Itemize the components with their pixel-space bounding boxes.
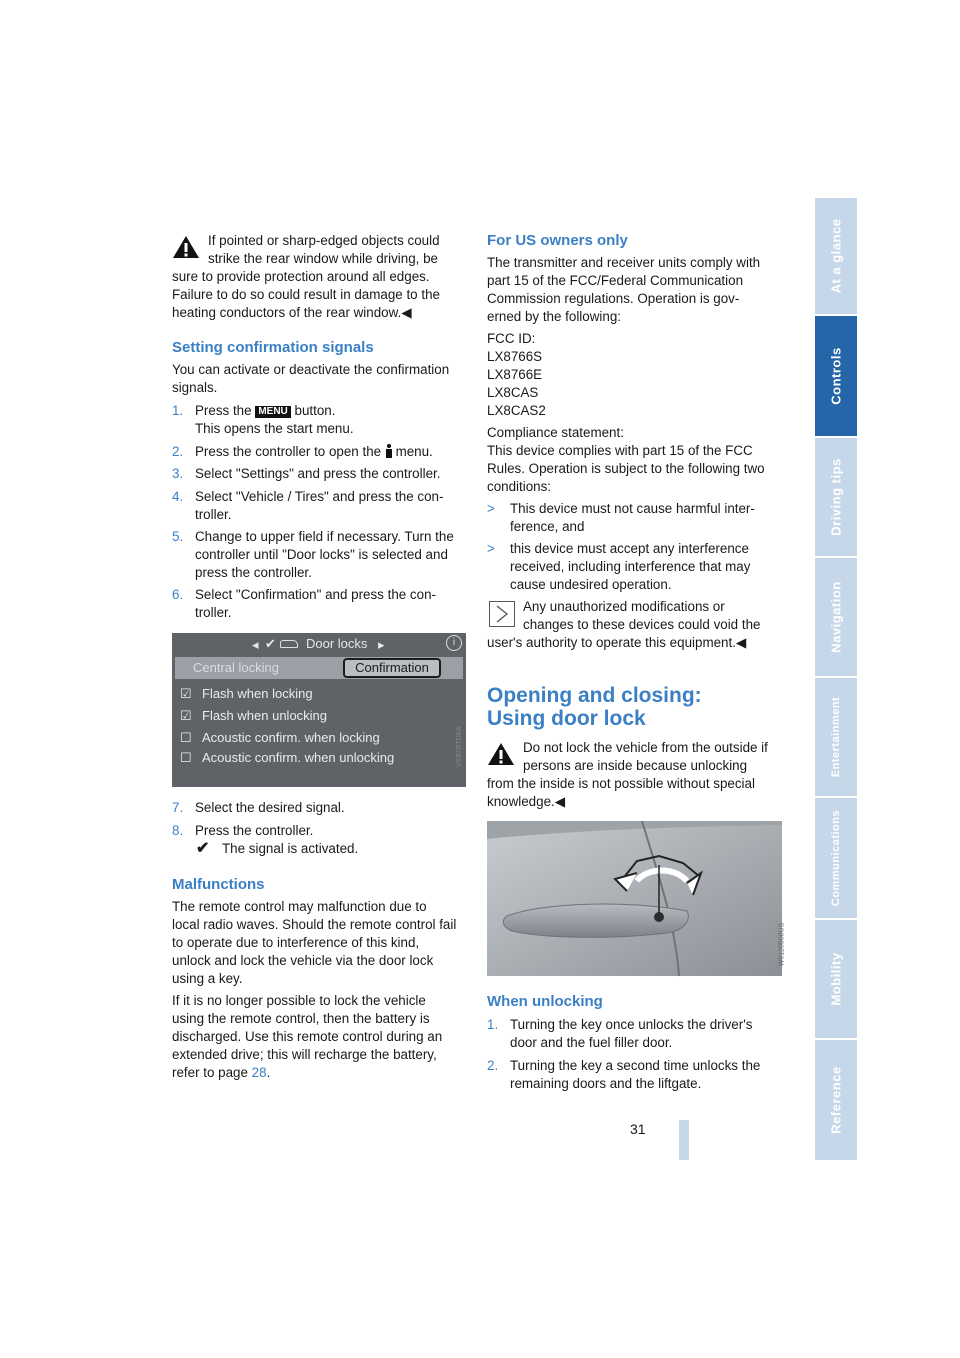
activated-text: The signal is activated. bbox=[222, 841, 359, 856]
unlock-heading: When unlocking bbox=[487, 993, 603, 1010]
tab-label: Reference bbox=[828, 1066, 844, 1134]
ref-prefix: refer to page bbox=[172, 1065, 248, 1080]
info-icon bbox=[385, 444, 392, 458]
warning-line: If pointed or sharp-edged objects could bbox=[208, 233, 440, 248]
row-label: Acoustic confirm. when unlocking bbox=[202, 750, 395, 765]
row-label: Flash when unlocking bbox=[202, 708, 328, 723]
row-label: Acoustic confirm. when locking bbox=[202, 730, 380, 745]
screen-row[interactable] bbox=[180, 686, 313, 702]
confirm-intro: signals. bbox=[172, 380, 218, 395]
page-number-bar bbox=[679, 1120, 689, 1160]
malf-ref-line bbox=[172, 1064, 270, 1082]
warning-line: persons are inside because unlocking bbox=[523, 758, 748, 773]
tab-driving-tips[interactable] bbox=[815, 438, 857, 556]
bullet-marker: > bbox=[487, 501, 495, 516]
step-item bbox=[172, 822, 314, 840]
us-line: erned by the following: bbox=[487, 309, 621, 324]
unlock-step bbox=[487, 1016, 753, 1034]
malf-line: extended drive; this will recharge the battery, bbox=[172, 1047, 437, 1062]
tab-label: At a glance bbox=[828, 218, 844, 294]
fcc-line: LX8766S bbox=[487, 349, 543, 364]
tab-label: Mobility bbox=[828, 952, 844, 1006]
central-locking-field[interactable]: Central locking bbox=[193, 660, 279, 675]
tab-navigation[interactable] bbox=[815, 558, 857, 676]
step-item bbox=[172, 799, 345, 817]
step-text-part: button. bbox=[294, 403, 336, 418]
step-number: 3. bbox=[172, 466, 184, 481]
step-text: Select "Settings" and press the controller. bbox=[195, 466, 441, 481]
compliance-line: Rules. Operation is subject to the following two bbox=[487, 461, 765, 476]
bullet-marker: > bbox=[487, 541, 495, 556]
warning-icon bbox=[487, 742, 515, 766]
tab-label: Communications bbox=[830, 809, 842, 907]
page-link[interactable]: 28 bbox=[251, 1065, 267, 1080]
compliance-line: Compliance statement: bbox=[487, 425, 624, 440]
warning-line: heating conductors of the rear window.◀ bbox=[172, 305, 412, 320]
step-text-cont: troller. bbox=[195, 507, 232, 522]
left-arrow-icon: ◂ bbox=[252, 637, 259, 652]
row-label: Flash when locking bbox=[202, 686, 313, 701]
step-text: Press the controller. bbox=[195, 823, 314, 838]
tab-communications[interactable] bbox=[815, 798, 857, 918]
page-number: 31 bbox=[630, 1121, 646, 1137]
step-text-part: Press the bbox=[195, 403, 252, 418]
screen-fields bbox=[175, 657, 463, 679]
tab-entertainment[interactable] bbox=[815, 678, 857, 796]
screen-header bbox=[172, 633, 466, 655]
tab-controls[interactable] bbox=[815, 316, 857, 436]
door-illustration bbox=[487, 821, 782, 976]
bullet-line: cause undesired operation. bbox=[510, 577, 672, 592]
checkbox-icon: ☐ bbox=[180, 750, 192, 765]
step-text-part: Press the controller to open the bbox=[195, 444, 382, 459]
checkbox-checked-icon: ☑ bbox=[180, 686, 192, 701]
step-number: 5. bbox=[172, 529, 184, 544]
confirm-intro: You can activate or deactivate the confirmation bbox=[172, 362, 450, 377]
step-item bbox=[172, 586, 436, 604]
image-ref-code: W9120500US bbox=[778, 922, 786, 967]
warning-line: knowledge.◀ bbox=[487, 794, 566, 809]
step-text-cont: This opens the start menu. bbox=[195, 421, 354, 436]
door-locks-screen bbox=[172, 633, 466, 787]
confirmation-field[interactable]: Confirmation bbox=[343, 658, 441, 678]
right-arrow-icon: ▸ bbox=[378, 637, 385, 652]
bullet-line: this device must accept any interference bbox=[510, 541, 749, 556]
tab-mobility[interactable] bbox=[815, 920, 857, 1038]
ref-suffix: . bbox=[266, 1065, 271, 1080]
step-text-cont: remaining doors and the liftgate. bbox=[510, 1076, 702, 1091]
step-item bbox=[172, 402, 464, 420]
step-number: 6. bbox=[172, 587, 184, 602]
confirm-heading: Setting confirmation signals bbox=[172, 339, 374, 356]
note-line: user's authority to operate this equipment.◀ bbox=[487, 635, 747, 650]
us-heading: For US owners only bbox=[487, 232, 628, 249]
screen-row[interactable] bbox=[180, 750, 394, 766]
warning-line: Failure to do so could result in damage to the bbox=[172, 287, 440, 302]
step-text: Select "Confirmation" and press the con- bbox=[195, 587, 436, 602]
malf-line: to operate due to interference of this kind, bbox=[172, 935, 420, 950]
fcc-line: LX8CAS2 bbox=[487, 403, 546, 418]
malf-line: local radio waves. Should the remote control fail bbox=[172, 917, 457, 932]
step-text: Change to upper field if necessary. Turn the bbox=[195, 529, 454, 544]
malf-line: discharged. Use this remote control during an bbox=[172, 1029, 443, 1044]
screen-row[interactable] bbox=[180, 708, 327, 724]
warning-line: from the inside is not possible without special bbox=[487, 776, 755, 791]
door-lock-photo bbox=[487, 821, 786, 976]
step-item bbox=[172, 443, 464, 461]
step-text-part: menu. bbox=[395, 444, 433, 459]
step-text: Turning the key a second time unlocks the bbox=[510, 1058, 761, 1073]
checkbox-icon: ☐ bbox=[180, 730, 192, 745]
malf-line: using the remote control, then the battery is bbox=[172, 1011, 430, 1026]
malf-line: The remote control may malfunction due to bbox=[172, 899, 427, 914]
fcc-line: LX8CAS bbox=[487, 385, 539, 400]
tab-label: Navigation bbox=[828, 581, 844, 653]
warning-line: sure to provide protection around all edges. bbox=[172, 269, 430, 284]
malf-line: unlock and lock the vehicle via the door lock bbox=[172, 953, 434, 968]
step-text: Turning the key once unlocks the driver's bbox=[510, 1017, 753, 1032]
step-item bbox=[172, 465, 441, 483]
step-text bbox=[195, 402, 335, 420]
warning-line: Do not lock the vehicle from the outside if bbox=[523, 740, 768, 755]
door-heading-2: Using door lock bbox=[487, 707, 646, 730]
us-line: The transmitter and receiver units comply with bbox=[487, 255, 761, 270]
tab-label: Entertainment bbox=[830, 696, 842, 778]
step-text bbox=[195, 443, 433, 461]
car-icon bbox=[280, 640, 298, 648]
note-line: Any unauthorized modifications or bbox=[523, 599, 725, 614]
check-car-icon: ✔ bbox=[265, 636, 276, 651]
compliance-line: This device complies with part 15 of the FCC bbox=[487, 443, 753, 458]
unlock-step bbox=[487, 1057, 761, 1075]
step-text: Select the desired signal. bbox=[195, 800, 345, 815]
step-item bbox=[172, 528, 454, 546]
malf-line: If it is no longer possible to lock the vehicle bbox=[172, 993, 426, 1008]
step-number: 2. bbox=[172, 444, 184, 459]
compliance-line: conditions: bbox=[487, 479, 552, 494]
step-text-cont: troller. bbox=[195, 605, 232, 620]
bullet-line: ference, and bbox=[510, 519, 585, 534]
step-number: 8. bbox=[172, 823, 184, 838]
step-number: 7. bbox=[172, 800, 184, 815]
tab-label: Controls bbox=[828, 347, 844, 405]
tab-label: Driving tips bbox=[828, 458, 844, 536]
step-text-cont: controller until "Door locks" is selected and bbox=[195, 547, 448, 562]
tab-at-a-glance[interactable] bbox=[815, 198, 857, 314]
step-item bbox=[172, 488, 444, 506]
step-number: 2. bbox=[487, 1058, 499, 1073]
screen-title: Door locks bbox=[306, 636, 368, 651]
tab-reference[interactable] bbox=[815, 1040, 857, 1160]
warning-line: strike the rear window while driving, be bbox=[208, 251, 438, 266]
screen-row[interactable] bbox=[180, 730, 380, 746]
fcc-line: FCC ID: bbox=[487, 331, 536, 346]
note-line: changes to these devices could void the bbox=[523, 617, 761, 632]
info-circle-icon: i bbox=[446, 635, 462, 651]
checkbox-checked-icon: ☑ bbox=[180, 708, 192, 723]
fcc-line: LX8766E bbox=[487, 367, 543, 382]
step-text: Select "Vehicle / Tires" and press the con- bbox=[195, 489, 444, 504]
door-heading-1: Opening and closing: bbox=[487, 684, 702, 707]
malfunctions-heading: Malfunctions bbox=[172, 876, 265, 893]
checkmark-icon: ✔ bbox=[196, 840, 210, 857]
us-line: Commission regulations. Operation is gov- bbox=[487, 291, 740, 306]
step-text-cont: door and the fuel filler door. bbox=[510, 1035, 673, 1050]
step-number: 1. bbox=[487, 1017, 499, 1032]
image-ref-code: VX87RTDKA bbox=[456, 726, 464, 767]
bullet-line: received, including interference that may bbox=[510, 559, 751, 574]
step-number: 4. bbox=[172, 489, 184, 504]
note-icon bbox=[489, 601, 515, 627]
warning-icon bbox=[172, 235, 200, 259]
step-number: 1. bbox=[172, 403, 184, 418]
bullet-line: This device must not cause harmful inter- bbox=[510, 501, 755, 516]
us-line: part 15 of the FCC/Federal Communication bbox=[487, 273, 744, 288]
malf-line: using a key. bbox=[172, 971, 243, 986]
step-text-cont: press the controller. bbox=[195, 565, 312, 580]
menu-button-icon: MENU bbox=[255, 406, 290, 418]
